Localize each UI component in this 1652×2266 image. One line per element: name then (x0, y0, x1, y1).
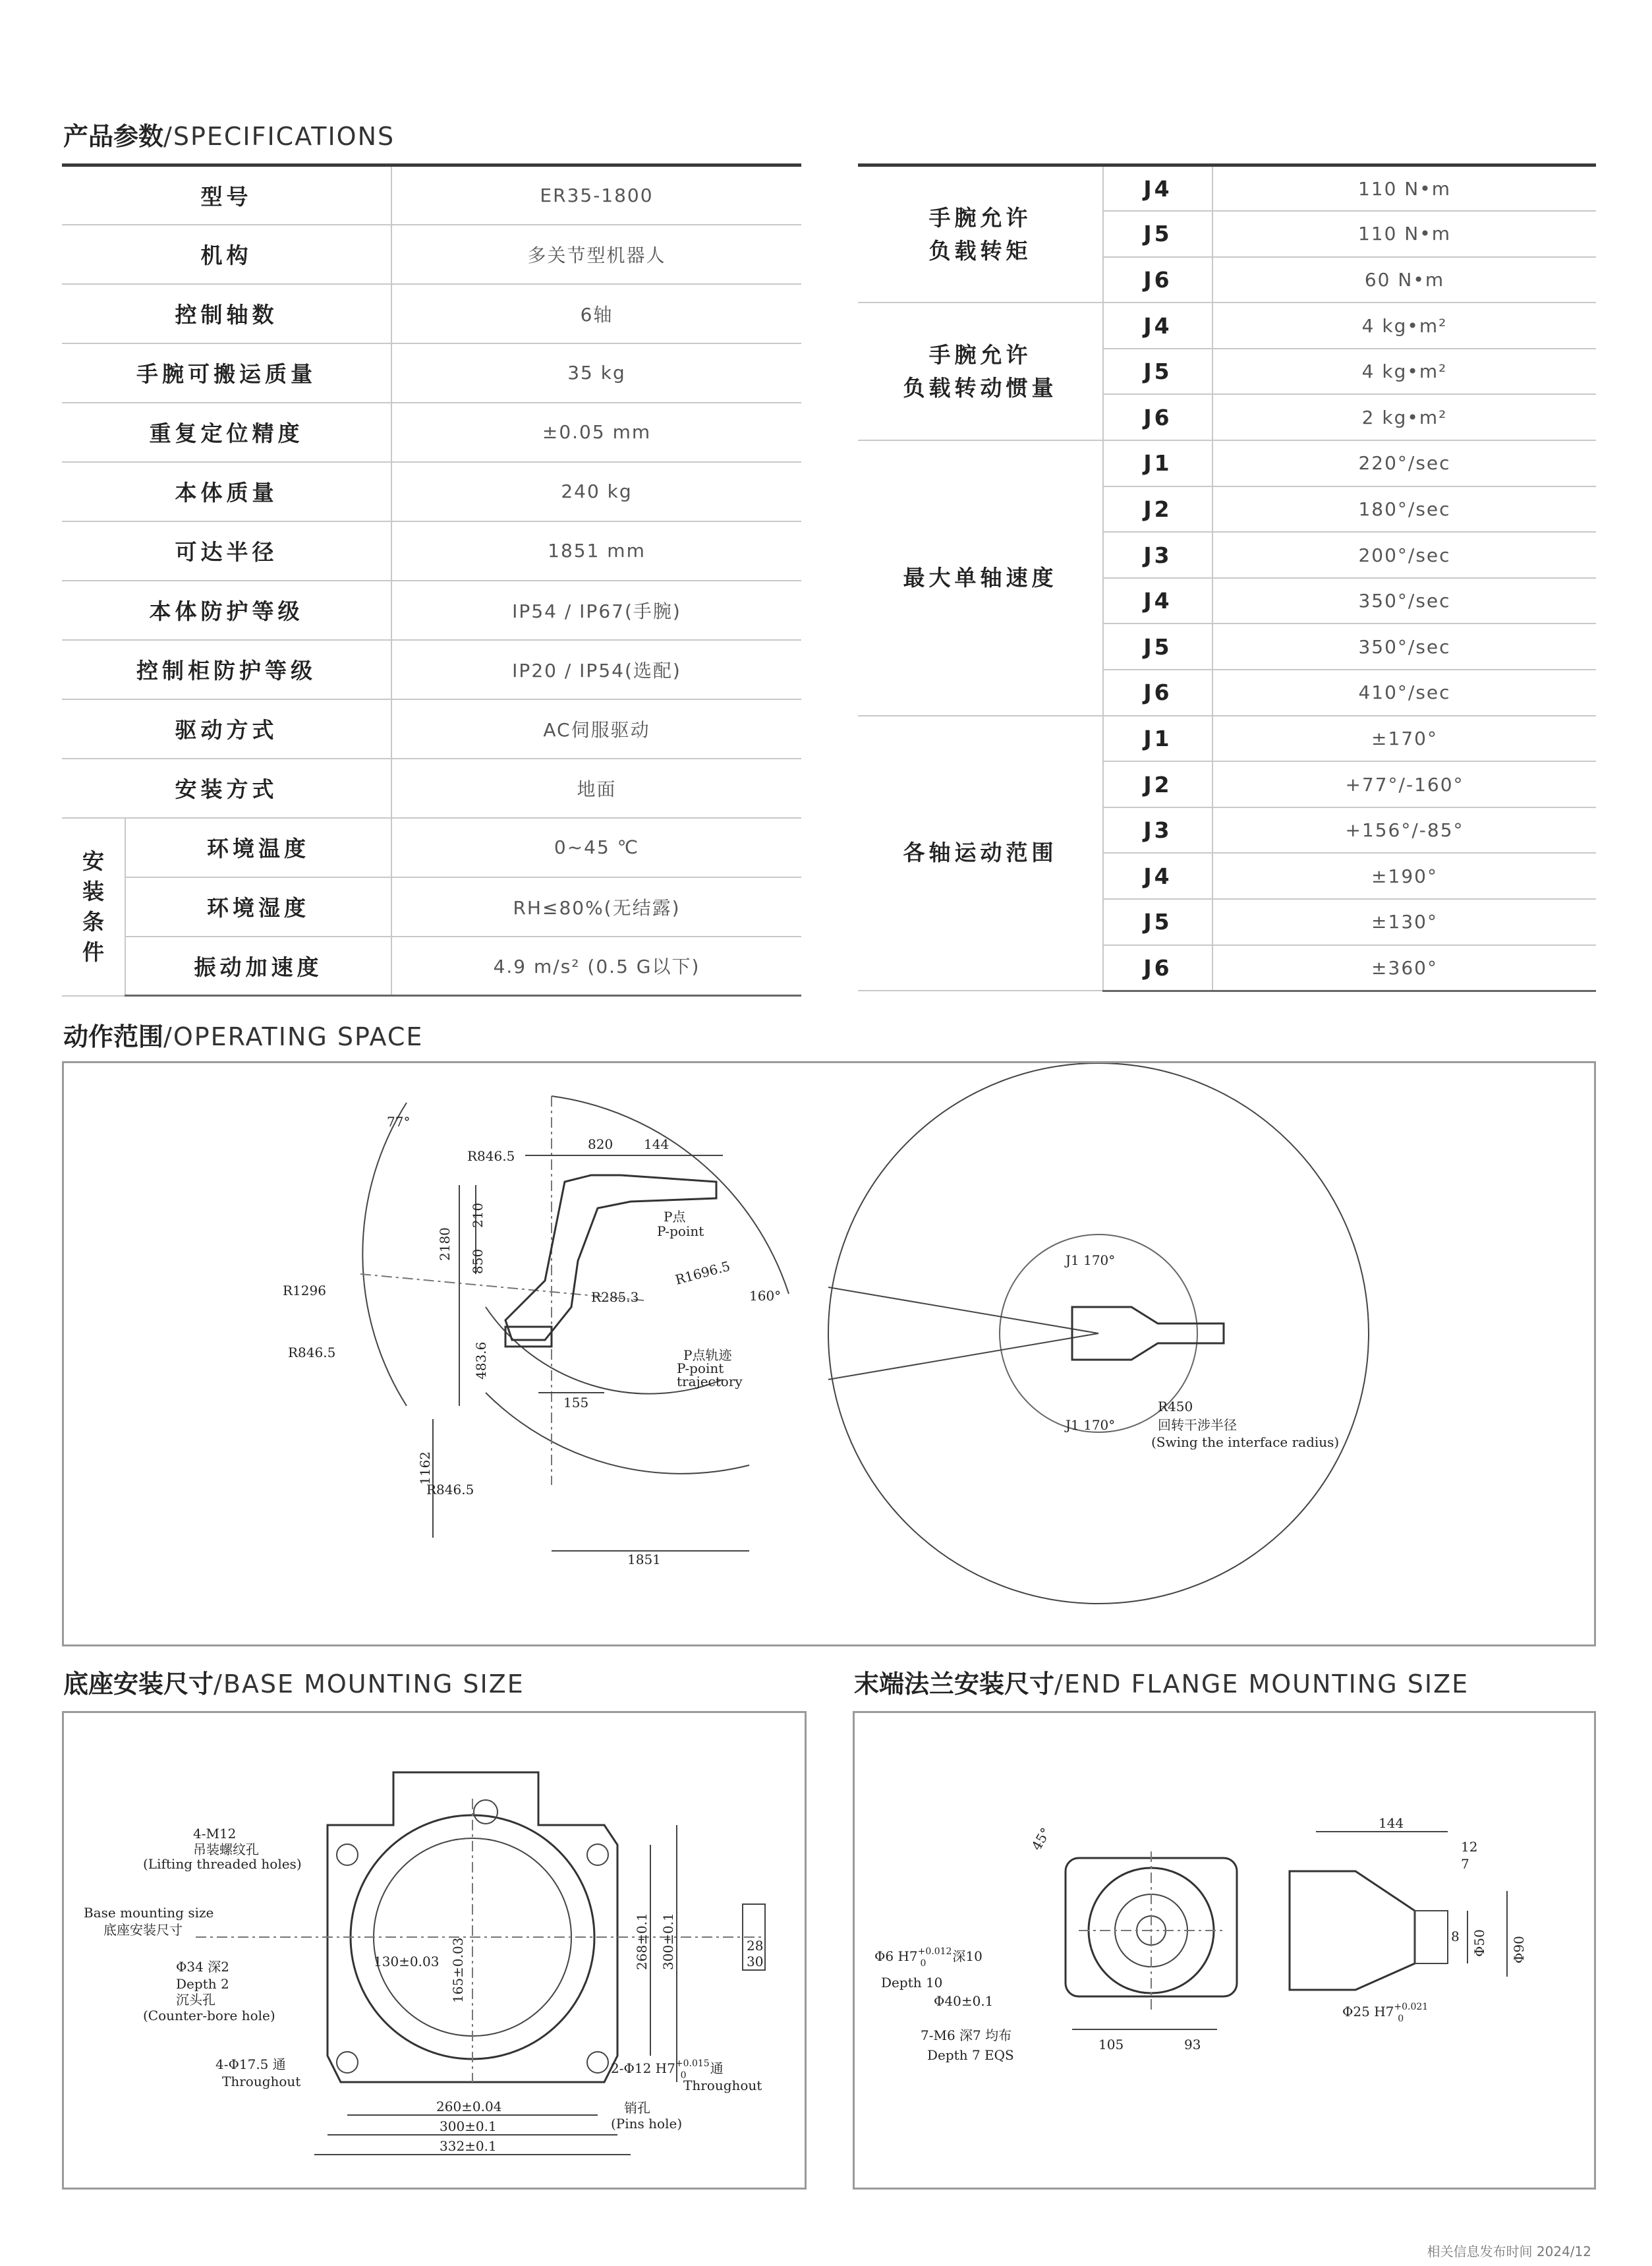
spec-label: 重复定位精度 (62, 403, 391, 462)
spec-row (62, 343, 801, 403)
label-d144: 144 (1379, 1815, 1404, 1831)
label-counter-zh: 沉头孔 (176, 1992, 215, 2008)
base-mounting-drawing (62, 1711, 807, 2190)
label-depth10: Depth 10 (881, 1975, 943, 1990)
axis-value: 350°/sec (1212, 578, 1596, 624)
label-angle-160: 160° (749, 1288, 782, 1304)
axis-name: J6 (1103, 257, 1212, 303)
axis-value: +77°/-160° (1212, 761, 1596, 807)
label-through2: Throughout (683, 2077, 762, 2093)
spec-row (62, 462, 801, 521)
spec-label: 本体防护等级 (62, 581, 391, 640)
spec-label: 振动加速度 (125, 937, 391, 996)
axis-name: J3 (1103, 807, 1212, 854)
label-m6: 7-M6 深7 均布 (921, 2027, 1012, 2043)
label-traj-en1: P-point (677, 1360, 724, 1376)
label-p-point-en: P-point (657, 1223, 704, 1239)
robot-side-base (505, 1327, 552, 1347)
axis-value: 4 kg•m² (1212, 349, 1596, 395)
label-phi12: 2-Φ12 $H7^{+0.015}$ 0 通 (611, 2058, 724, 2081)
spec-value: ±0.05 mm (391, 403, 801, 462)
label-depth2: Depth 2 (176, 1976, 229, 1992)
base-mounting-title-zh: 底座安装尺寸 (63, 1670, 214, 1699)
axis-value: 200°/sec (1212, 532, 1596, 578)
label-dim-1162: 1162 (417, 1451, 433, 1485)
label-phi50: Φ50 (1471, 1929, 1487, 1957)
base-mounting-svg (64, 1713, 805, 2188)
label-phi40: Φ40±0.1 (934, 1993, 994, 2009)
spec-value: 多关节型机器人 (391, 225, 801, 284)
label-dim-2180: 2180 (437, 1227, 453, 1261)
side-envelope-left (362, 1103, 407, 1406)
label-r846-bottom: R846.5 (426, 1482, 474, 1497)
label-j1-top: J1 170° (1066, 1252, 1116, 1268)
label-m12: 4-M12 (193, 1826, 237, 1842)
side-envelope-outer (552, 1096, 789, 1294)
axis-name: J4 (1103, 303, 1212, 349)
spec-row (62, 699, 801, 759)
axis-value: ±170° (1212, 716, 1596, 762)
label-depth7: Depth 7 EQS (927, 2047, 1014, 2063)
flange-side-body (1290, 1871, 1415, 1990)
spec-label: 可达半径 (62, 521, 391, 581)
axis-group-label: 手腕允许 负载转动惯量 (858, 303, 1103, 440)
axis-name: J4 (1103, 578, 1212, 624)
spec-label: 本体质量 (62, 462, 391, 521)
axis-name: J5 (1103, 624, 1212, 670)
label-angle-77: 77° (387, 1114, 411, 1130)
top-limit-line-lower (828, 1333, 1098, 1380)
label-dim-155: 155 (563, 1395, 589, 1410)
spec-label: 机构 (62, 225, 391, 284)
specifications-title-zh: 产品参数 (63, 122, 164, 151)
spec-row (62, 759, 801, 818)
operating-space-title-zh: 动作范围 (63, 1022, 164, 1051)
spec-value: 4.9 m/s² (0.5 G以下) (391, 937, 801, 996)
label-r1296: R1296 (283, 1283, 326, 1298)
axis-group-label: 最大单轴速度 (858, 440, 1103, 716)
spec-row (62, 581, 801, 640)
label-angle45: 45° (1028, 1824, 1054, 1853)
label-d12: 12 (1461, 1839, 1478, 1855)
axis-name: J3 (1103, 532, 1212, 578)
spec-value: IP54 / IP67(手腕) (391, 581, 801, 640)
label-dim-820: 820 (588, 1136, 613, 1152)
axis-value: 180°/sec (1212, 486, 1596, 533)
axis-value: 350°/sec (1212, 624, 1596, 670)
spec-value: 35 kg (391, 343, 801, 403)
axis-value: +156°/-85° (1212, 807, 1596, 854)
axis-value: ±190° (1212, 853, 1596, 899)
label-d165: 165±0.03 (450, 1937, 466, 2003)
axis-value: 110 N•m (1212, 165, 1596, 212)
base-mounting-title-en: /BASE MOUNTING SIZE (214, 1670, 525, 1699)
operating-space-svg (64, 1063, 1594, 1644)
label-dim-144: 144 (644, 1136, 669, 1152)
axis-table (858, 163, 1596, 992)
axis-row (858, 440, 1596, 486)
spec-row (62, 165, 801, 225)
label-side-30: 30 (747, 1954, 764, 1969)
axis-name: J2 (1103, 761, 1212, 807)
top-limit-line-upper (828, 1287, 1098, 1333)
label-phi6: Φ6 $H7^{+0.012}$ 0 深10 (874, 1946, 983, 1969)
label-bms-zh: 底座安装尺寸 (103, 1922, 183, 1938)
label-dim-1851: 1851 (627, 1552, 661, 1567)
label-d105: 105 (1098, 2037, 1124, 2052)
spec-value: 6轴 (391, 284, 801, 343)
axis-name: J5 (1103, 899, 1212, 945)
axis-value: 2 kg•m² (1212, 394, 1596, 440)
label-m12-zh: 吊装螺纹孔 (193, 1842, 259, 1857)
label-phi25: Φ25 $H7^{+0.021}$ 0 (1342, 2002, 1429, 2024)
axis-name: J1 (1103, 440, 1212, 486)
end-flange-title (854, 1664, 1469, 1700)
spec-row (62, 521, 801, 581)
specifications-title-en: /SPECIFICATIONS (163, 122, 395, 151)
label-d8: 8 (1451, 1929, 1460, 1944)
operating-space-title-en: /OPERATING SPACE (163, 1022, 424, 1051)
end-flange-title-zh: 末端法兰安装尺寸 (854, 1670, 1055, 1699)
spec-row (62, 937, 801, 996)
label-through: Throughout (222, 2074, 301, 2089)
axis-name: J1 (1103, 716, 1212, 762)
label-counter-en: (Counter-bore hole) (143, 2008, 275, 2023)
label-dim-483: 483.6 (473, 1341, 489, 1380)
base-top-hole (474, 1800, 498, 1824)
label-d268: 268±0.1 (634, 1913, 650, 1970)
label-j1-bottom: J1 170° (1066, 1417, 1116, 1433)
base-mounting-title (63, 1664, 525, 1700)
label-p-point-zh: P点 (664, 1209, 686, 1225)
axis-value: 110 N•m (1212, 211, 1596, 257)
axis-name: J5 (1103, 211, 1212, 257)
robot-side-body (505, 1175, 716, 1340)
spec-label: 控制轴数 (62, 284, 391, 343)
spec-value: RH≤80%(无结露) (391, 877, 801, 937)
axis-name: J5 (1103, 349, 1212, 395)
axis-value: 410°/sec (1212, 670, 1596, 716)
spec-table (62, 163, 801, 997)
spec-label: 手腕可搬运质量 (62, 343, 391, 403)
axis-name: J6 (1103, 945, 1212, 991)
spec-row (62, 877, 801, 937)
base-corner-hole-bl (337, 2052, 358, 2073)
side-envelope-lower (486, 1393, 749, 1474)
label-phi175: 4-Φ17.5 通 (215, 2056, 286, 2072)
label-traj-en2: trajectory (677, 1374, 743, 1389)
flange-side-shaft (1415, 1911, 1448, 1963)
label-pin-en: (Pins hole) (611, 2116, 683, 2132)
spec-value: AC伺服驱动 (391, 699, 801, 759)
operating-space-drawing (62, 1061, 1596, 1646)
label-r450: R450 (1158, 1399, 1193, 1414)
spec-value: IP20 / IP54(选配) (391, 640, 801, 699)
spec-value: 0~45 ℃ (391, 818, 801, 877)
axis-row (858, 165, 1596, 212)
label-d300v: 300±0.1 (660, 1913, 676, 1970)
spec-value: 地面 (391, 759, 801, 818)
axis-name: J4 (1103, 853, 1212, 899)
spec-row (62, 225, 801, 284)
axis-value: 60 N•m (1212, 257, 1596, 303)
label-bms-en: Base mounting size (84, 1905, 214, 1921)
label-d130: 130±0.03 (374, 1954, 440, 1969)
spec-row (62, 640, 801, 699)
spec-label: 型号 (62, 165, 391, 225)
spec-label: 驱动方式 (62, 699, 391, 759)
axis-row (858, 716, 1596, 762)
axis-group-label: 各轴运动范围 (858, 716, 1103, 991)
label-r846-left: R846.5 (288, 1345, 336, 1360)
label-r285: R285.3 (591, 1289, 639, 1305)
label-side-28: 28 (747, 1938, 764, 1954)
label-traj-zh: P点轨迹 (683, 1347, 732, 1363)
label-swing-zh: 回转干涉半径 (1158, 1417, 1237, 1433)
label-dim-210: 210 (470, 1202, 486, 1228)
end-flange-drawing (853, 1711, 1596, 2190)
end-flange-svg (855, 1713, 1594, 2188)
spec-row (62, 284, 801, 343)
spec-value: 240 kg (391, 462, 801, 521)
label-r1696: R1696.5 (673, 1258, 732, 1288)
operating-space-title (63, 1016, 423, 1053)
spec-value: ER35-1800 (391, 165, 801, 225)
label-m12-en: (Lifting threaded holes) (143, 1856, 302, 1872)
label-d332: 332±0.1 (440, 2138, 497, 2154)
base-corner-hole-br (587, 2052, 608, 2073)
end-flange-title-en: /END FLANGE MOUNTING SIZE (1054, 1670, 1469, 1699)
spec-value: 1851 mm (391, 521, 801, 581)
label-d300h: 300±0.1 (440, 2118, 497, 2134)
label-d260: 260±0.04 (436, 2099, 502, 2114)
axis-value: 220°/sec (1212, 440, 1596, 486)
spec-row (62, 403, 801, 462)
label-d7: 7 (1461, 1856, 1469, 1872)
spec-row (62, 818, 801, 877)
spec-label: 安装方式 (62, 759, 391, 818)
label-r846-top: R846.5 (467, 1148, 515, 1164)
axis-row (858, 303, 1596, 349)
label-pin-zh: 销孔 (624, 2100, 650, 2116)
label-phi34: Φ34 深2 (176, 1959, 229, 1975)
label-d93: 93 (1184, 2037, 1201, 2052)
label-dim-850: 850 (470, 1248, 486, 1274)
install-conditions-label: 安 装 条 件 (62, 818, 125, 996)
label-phi90: Φ90 (1511, 1936, 1527, 1963)
axis-name: J6 (1103, 670, 1212, 716)
label-swing-en: (Swing the interface radius) (1151, 1434, 1340, 1450)
axis-name: J4 (1103, 165, 1212, 212)
specifications-title (63, 116, 395, 152)
axis-group-label: 手腕允许 负载转矩 (858, 165, 1103, 303)
axis-value: ±360° (1212, 945, 1596, 991)
spec-label: 环境温度 (125, 818, 391, 877)
spec-label: 控制柜防护等级 (62, 640, 391, 699)
base-corner-hole-tl (337, 1844, 358, 1865)
spec-label: 环境湿度 (125, 877, 391, 937)
release-date-note: 相关信息发布时间 2024/12 (1427, 2244, 1591, 2259)
axis-value: ±130° (1212, 899, 1596, 945)
axis-value: 4 kg•m² (1212, 303, 1596, 349)
axis-name: J2 (1103, 486, 1212, 533)
axis-name: J6 (1103, 394, 1212, 440)
base-corner-hole-tr (587, 1844, 608, 1865)
